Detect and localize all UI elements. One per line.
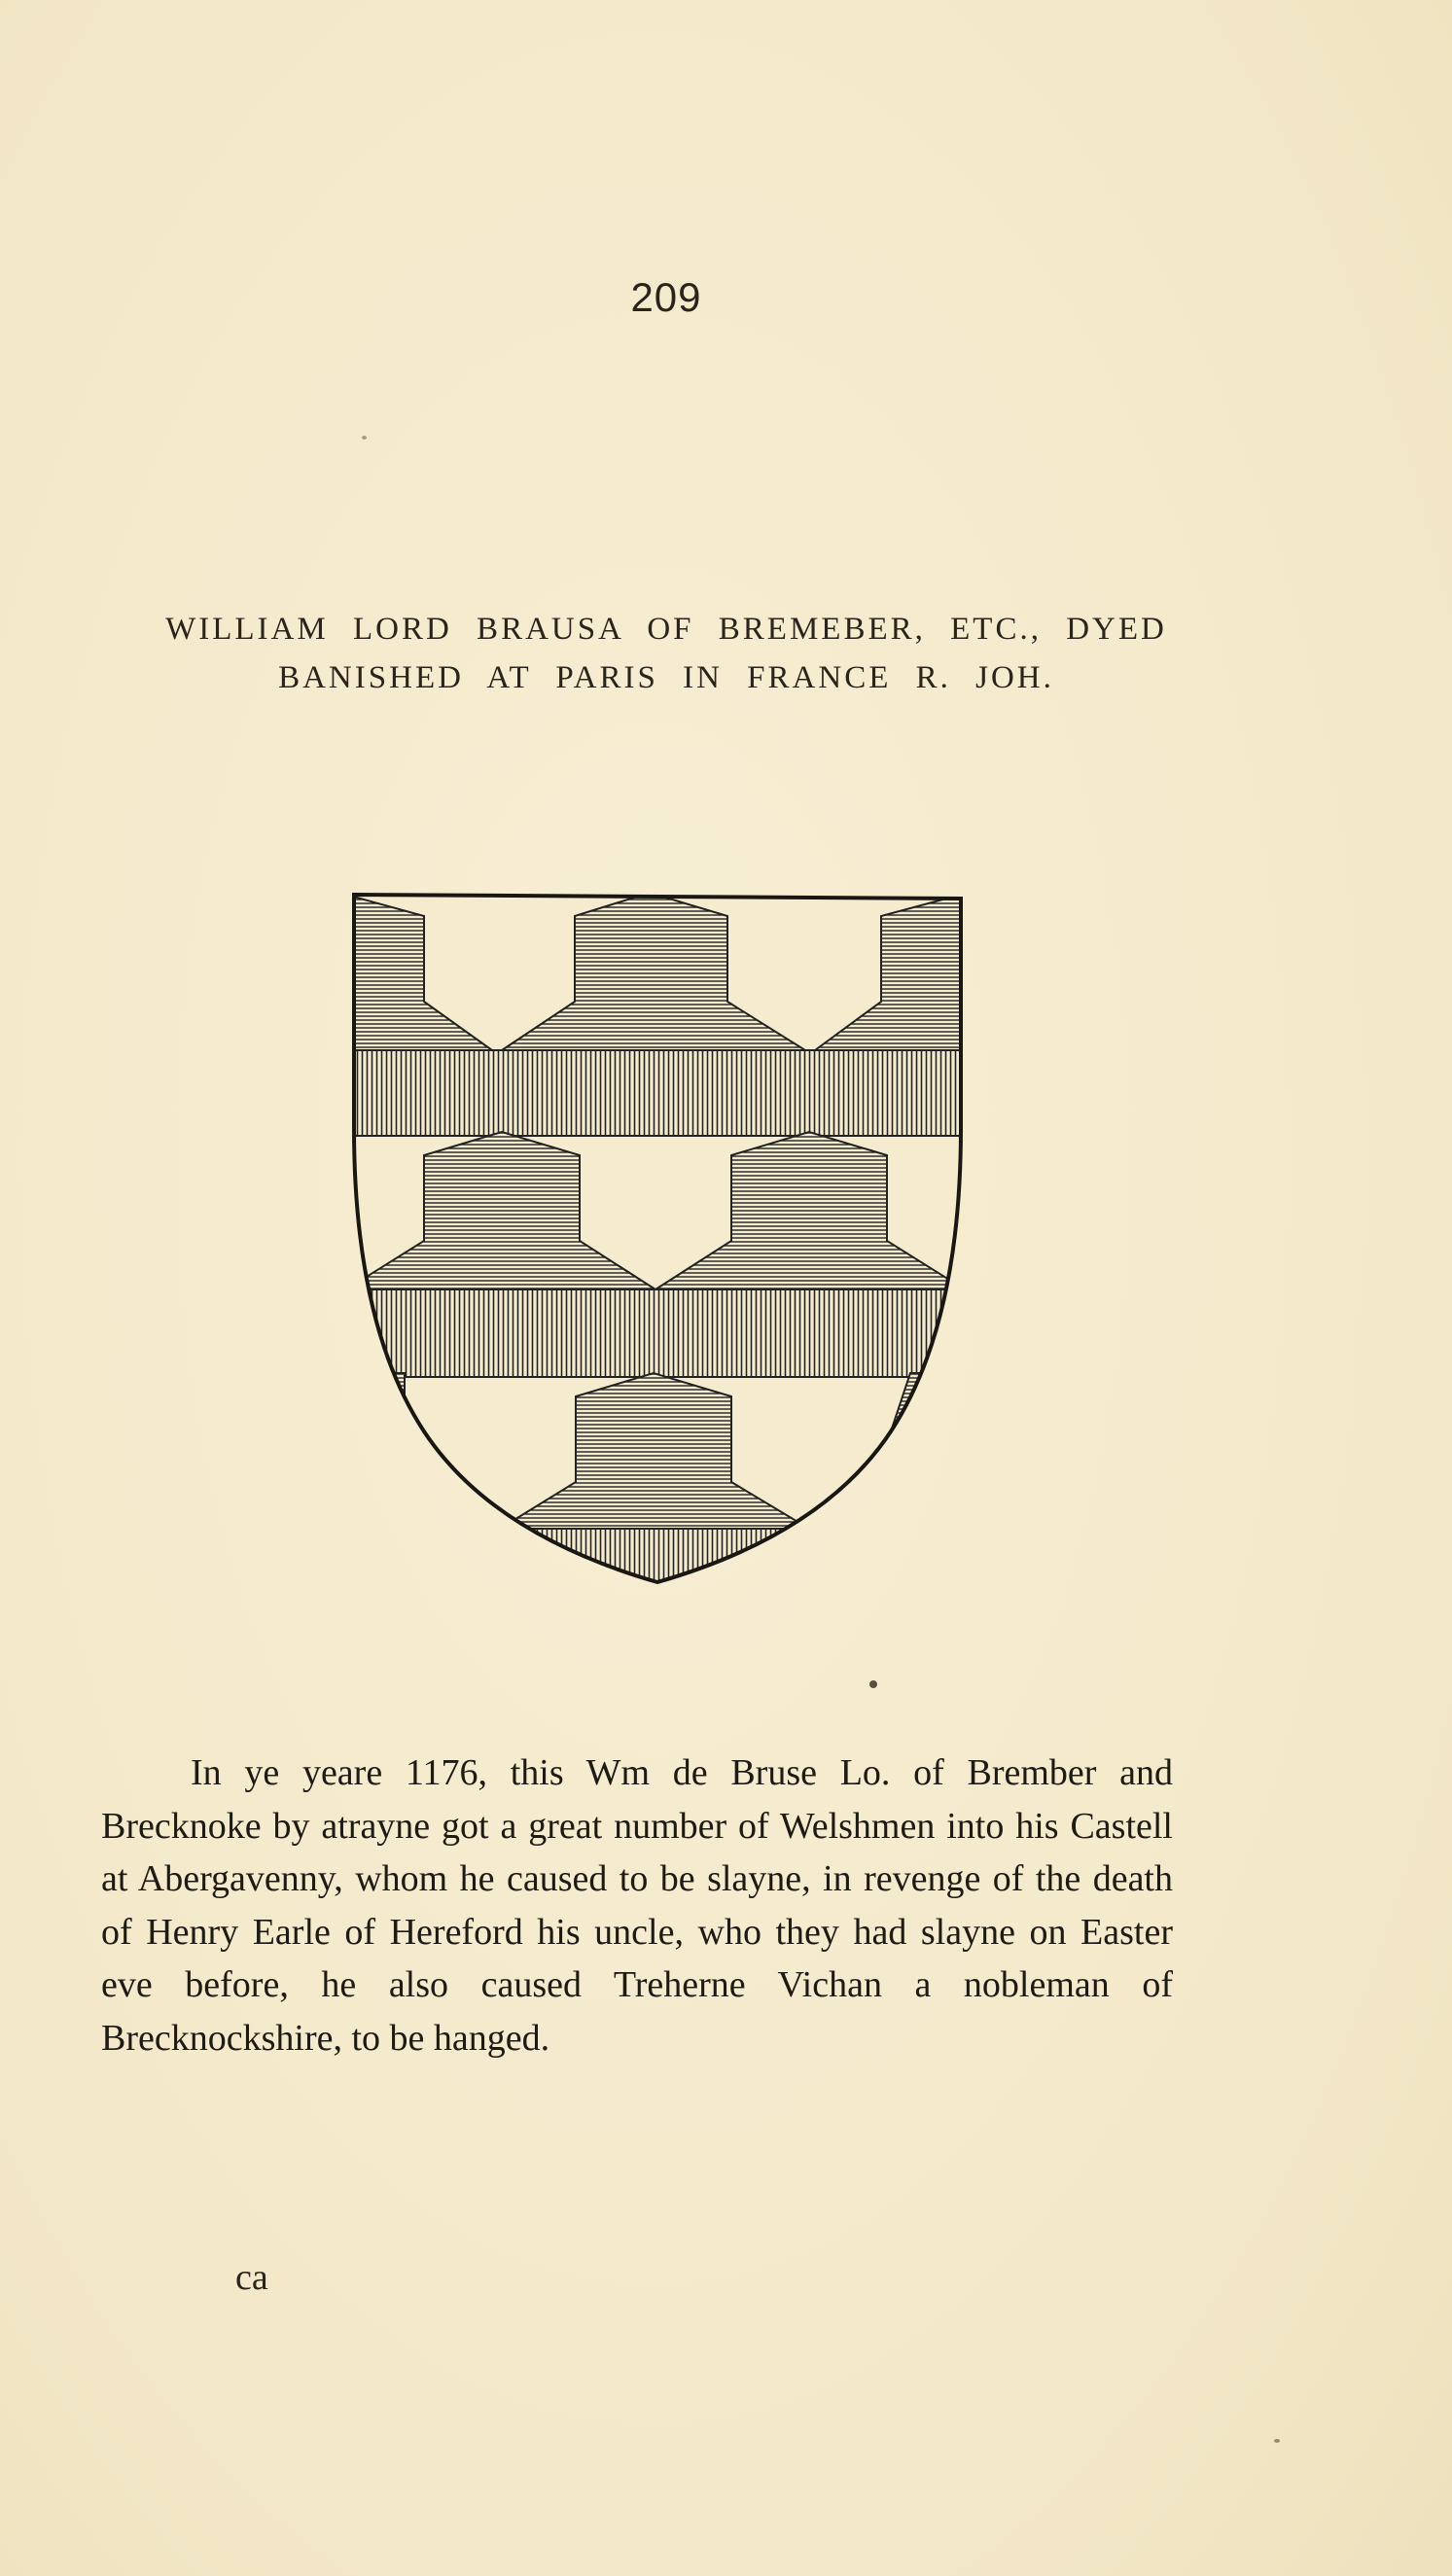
signature-mark: ca	[235, 2257, 268, 2298]
coat-of-arms-shield	[346, 887, 969, 1587]
bar-1	[346, 1050, 969, 1136]
page-number: 209	[630, 274, 702, 320]
bar-3	[346, 1529, 969, 1587]
page-heading: WILLIAM LORD BRAUSA OF BREMEBER, ETC., DYED BANISHED AT PARIS IN FRANCE R. JOH.	[165, 612, 1167, 695]
ink-speck	[362, 436, 367, 440]
body-text: In ye yeare 1176, this Wm de Bruse Lo. of Brember and Brecknoke by atrayne got a great number of Welshmen into his Castell at Abergavenny, whom he caused to be slayne, in revenge of the death of Henry Earle of Hereford his uncle, who they had slayne on Easter eve before, he also caused Treherne Vichan a nobleman of Brecknockshire, to be hanged.	[101, 1752, 1173, 2059]
ink-speck	[1274, 2439, 1280, 2443]
ink-speck	[869, 1680, 877, 1688]
bar-2	[346, 1289, 969, 1377]
body-paragraph	[101, 1747, 1173, 2064]
